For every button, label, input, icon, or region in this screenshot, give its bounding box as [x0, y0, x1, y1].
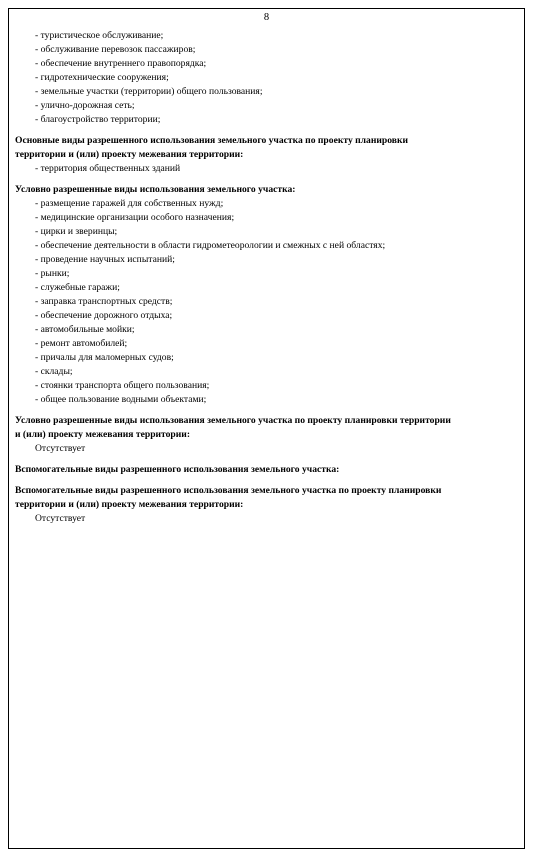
- list-item: - улично-дорожная сеть;: [35, 100, 135, 111]
- list-item: - заправка транспортных средств;: [35, 296, 173, 307]
- page-number: 8: [263, 12, 270, 23]
- list-item: - служебные гаражи;: [35, 282, 120, 293]
- list-item: - общее пользование водными объектами;: [35, 394, 207, 405]
- list-item: - гидротехнические сооружения;: [35, 72, 169, 83]
- list-item: - обеспечение дорожного отдыха;: [35, 310, 173, 321]
- section-heading: территории и (или) проекту межевания территории:: [15, 499, 244, 510]
- list-item: - обеспечение внутреннего правопорядка;: [35, 58, 207, 69]
- list-item: - медицинские организации особого назначения;: [35, 212, 235, 223]
- section-heading: Условно разрешенные виды использования земельного участка по проекту планировки территории: [15, 415, 451, 426]
- section-conditional-project: [15, 414, 515, 456]
- list-item: - цирки и зверинцы;: [35, 226, 118, 237]
- list-item: - склады;: [35, 366, 73, 377]
- list-item: - земельные участки (территории) общего пользования;: [35, 86, 263, 97]
- list-item: - рынки;: [35, 268, 70, 279]
- section-heading: территории и (или) проекту межевания территории:: [15, 149, 244, 160]
- list-item: - размещение гаражей для собственных нужд;: [35, 198, 224, 209]
- document-page: [8, 8, 525, 849]
- list-item: - обеспечение деятельности в области гидрометеорологии и смежных с ней областях;: [35, 240, 386, 251]
- page-content: [15, 29, 515, 526]
- list-item: - проведение научных испытаний;: [35, 254, 175, 265]
- section-value: Отсутствует: [35, 443, 86, 454]
- list-item: - обслуживание перевозок пассажиров;: [35, 44, 196, 55]
- section-value: Отсутствует: [35, 513, 86, 524]
- list-item: - туристическое обслуживание;: [35, 30, 164, 41]
- section-heading: Условно разрешенные виды использования земельного участка:: [15, 184, 296, 195]
- section-heading: Вспомогательные виды разрешенного использования земельного участка по проекту планировки: [15, 485, 442, 496]
- list-item: - благоустройство территории;: [35, 114, 161, 125]
- list-item: - автомобильные мойки;: [35, 324, 135, 335]
- section-conditional: [15, 183, 515, 407]
- section-heading: Вспомогательные виды разрешенного использования земельного участка:: [15, 464, 340, 475]
- list-item: - ремонт автомобилей;: [35, 338, 128, 349]
- section-heading: Основные виды разрешенного использования земельного участка по проекту планировки: [15, 135, 409, 146]
- list-item: - стоянки транспорта общего пользования;: [35, 380, 210, 391]
- section-auxiliary: [15, 463, 515, 477]
- list-item: - территория общественных зданий: [35, 163, 181, 174]
- section-main-project: [15, 134, 515, 176]
- section-heading: и (или) проекту межевания территории:: [15, 429, 191, 440]
- top-list: [15, 29, 515, 127]
- list-item: - причалы для маломерных судов;: [35, 352, 174, 363]
- section-auxiliary-project: [15, 484, 515, 526]
